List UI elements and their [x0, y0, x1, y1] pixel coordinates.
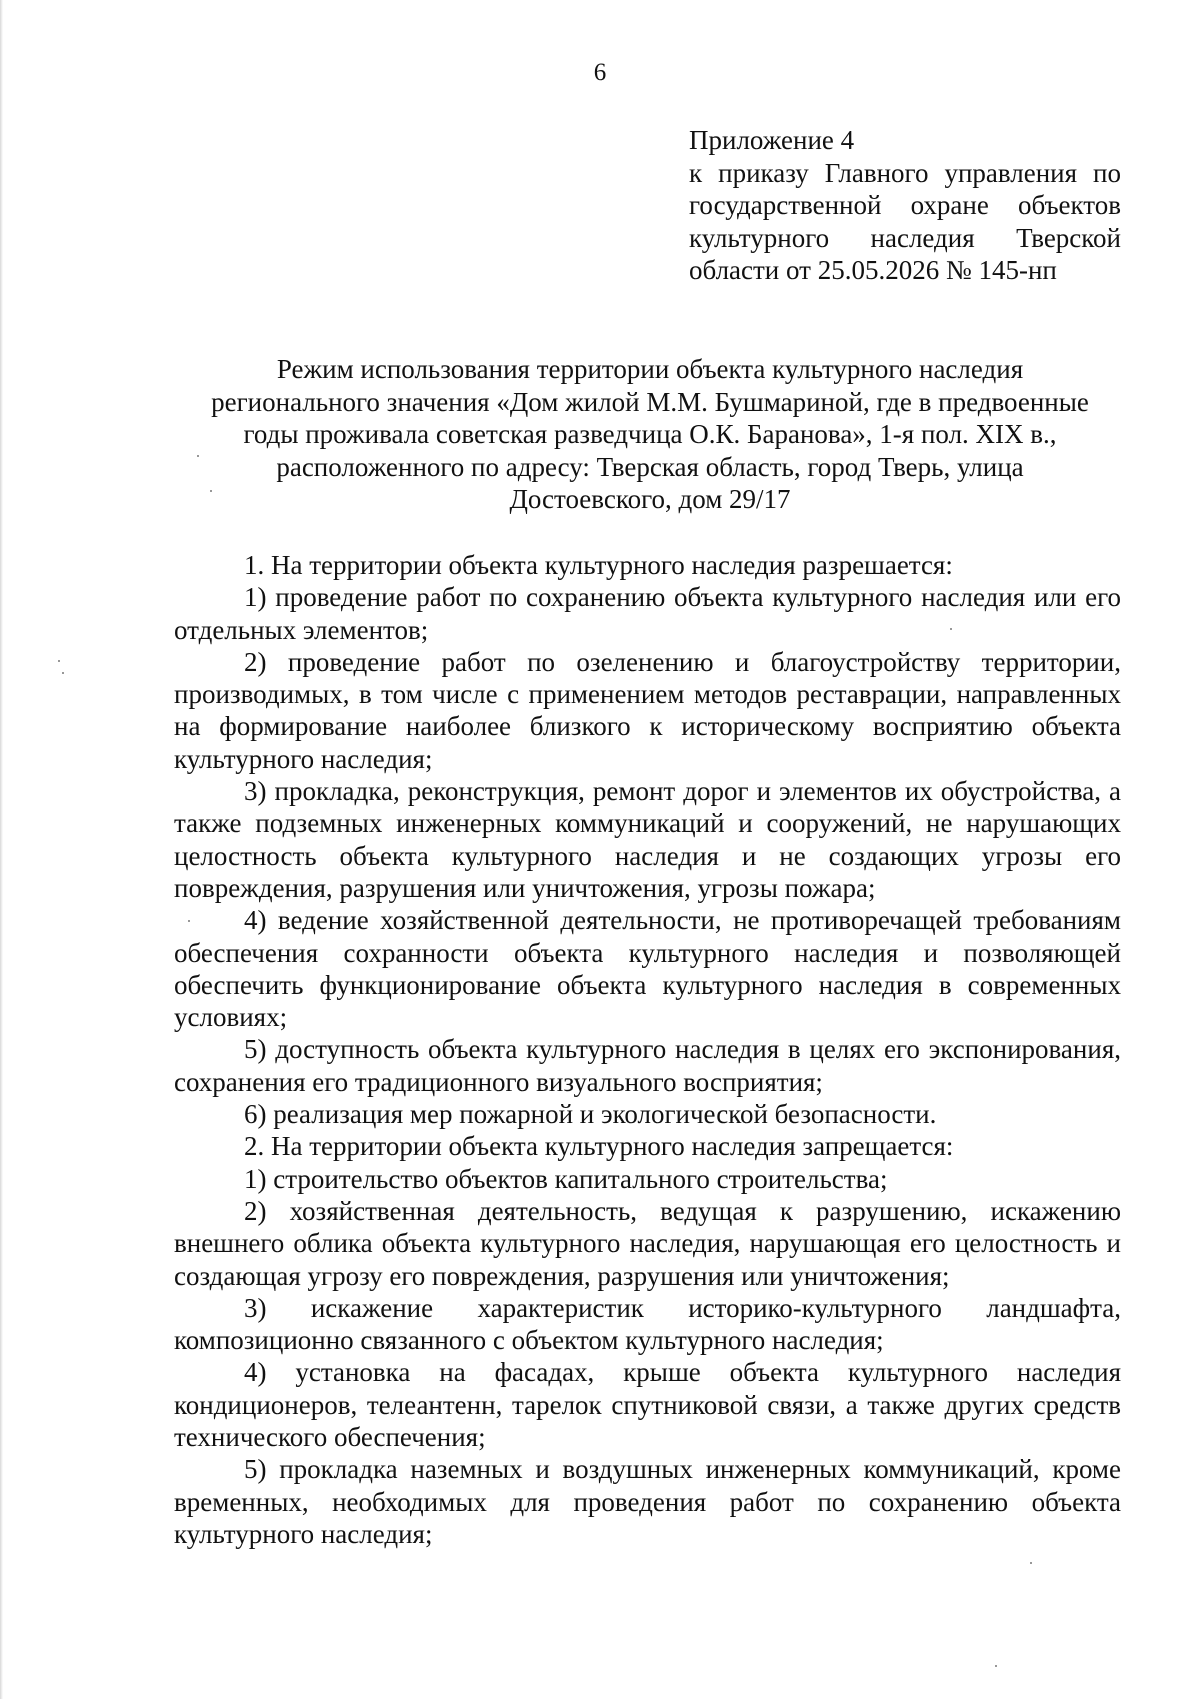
paragraph-permitted-5: 5) доступность объекта культурного наследия в целях его экспонирования, сохранения его традиционного визуального восприятия; [174, 1034, 1121, 1097]
paragraph-permitted-6: 6) реализация мер пожарной и экологической безопасности. [244, 1099, 937, 1130]
appendix-line-5: области от 25.05.2026 № 145-нп [689, 255, 1057, 285]
paragraph-prohibited-2: 2) хозяйственная деятельность, ведущая к разрушению, искажению внешнего облика объекта культурного наследия, нарушающая его целостность и создающая угрозу его повреждения, разрушения или уничтожения; [174, 1195, 1121, 1291]
scan-speck [62, 672, 64, 674]
paragraph-permitted-3: 3) прокладка, реконструкция, ремонт дорог и элементов их обустройства, а также подземных инженерных коммуникаций и сооружений, не нарушающих целостность объекта культурного наследия и не создающих угрозы его повреждения, разрушения или уничтожения, угрозы пожара; [174, 776, 1121, 903]
scan-edge [0, 0, 3, 1699]
document-title [170, 353, 1130, 516]
title-line-4: расположенного по адресу: Тверская область, город Тверь, улица [276, 451, 1024, 482]
title-line-5: Достоевского, дом 29/17 [509, 484, 791, 514]
appendix-line-3: государственной охране объектов [689, 190, 1121, 220]
scan-speck [210, 490, 212, 492]
title-line-1: Режим использования территории объекта культурного наследия [276, 354, 1024, 384]
appendix-header [689, 124, 1121, 287]
scan-speck [188, 920, 190, 922]
title-line-3: годы проживала советская разведчица О.К. Баранова», 1-я пол. XIX в., [243, 419, 1057, 449]
scan-speck [995, 1665, 997, 1667]
paragraph-permitted-2: 2) проведение работ по озеленению и благоустройству территории, производимых, в том числе с применением методов реставрации, направленных на формирование наиболее близкого к историческому восприятию объекта культурного наследия; [174, 646, 1121, 774]
paragraph-prohibited-5: 5) прокладка наземных и воздушных инженерных коммуникаций, кроме временных, необходимых для проведения работ по сохранению объекта культурного наследия; [174, 1454, 1121, 1549]
title-line-2: регионального значения «Дом жилой М.М. Бушмариной, где в предвоенные [211, 386, 1089, 417]
appendix-line-4: культурного наследия Тверской [689, 222, 1121, 253]
scan-speck [1030, 1562, 1032, 1564]
paragraph-prohibited-3: 3) искажение характеристик историко-культурного ландшафта, композиционно связанного с объектом культурного наследия; [174, 1292, 1121, 1356]
paragraph-prohibited-1: 1) строительство объектов капитального строительства; [244, 1163, 888, 1194]
scan-speck [950, 628, 952, 630]
appendix-line-2: к приказу Главного управления по [689, 157, 1121, 188]
scan-speck [58, 660, 60, 662]
paragraph-permitted-1: 1) проведение работ по сохранению объекта культурного наследия или его отдельных элементов; [174, 582, 1121, 645]
paragraph-permitted-heading: 1. На территории объекта культурного наследия разрешается: [244, 550, 953, 580]
page-number: 6 [593, 59, 607, 86]
appendix-line-1: Приложение 4 [689, 125, 855, 155]
paragraph-prohibited-heading: 2. На территории объекта культурного наследия запрещается: [244, 1131, 954, 1162]
document-body [174, 549, 1121, 1550]
paragraph-permitted-4: 4) ведение хозяйственной деятельности, не противоречащей требованиям обеспечения сохранности объекта культурного наследия и позволяющей обеспечить функционирование объекта культурного наследия в современных условиях; [174, 905, 1121, 1033]
paragraph-prohibited-4: 4) установка на фасадах, крыше объекта культурного наследия кондиционеров, телеантенн, тарелок спутниковой связи, а также других средств технического обеспечения; [174, 1357, 1121, 1453]
scan-speck [197, 455, 199, 457]
